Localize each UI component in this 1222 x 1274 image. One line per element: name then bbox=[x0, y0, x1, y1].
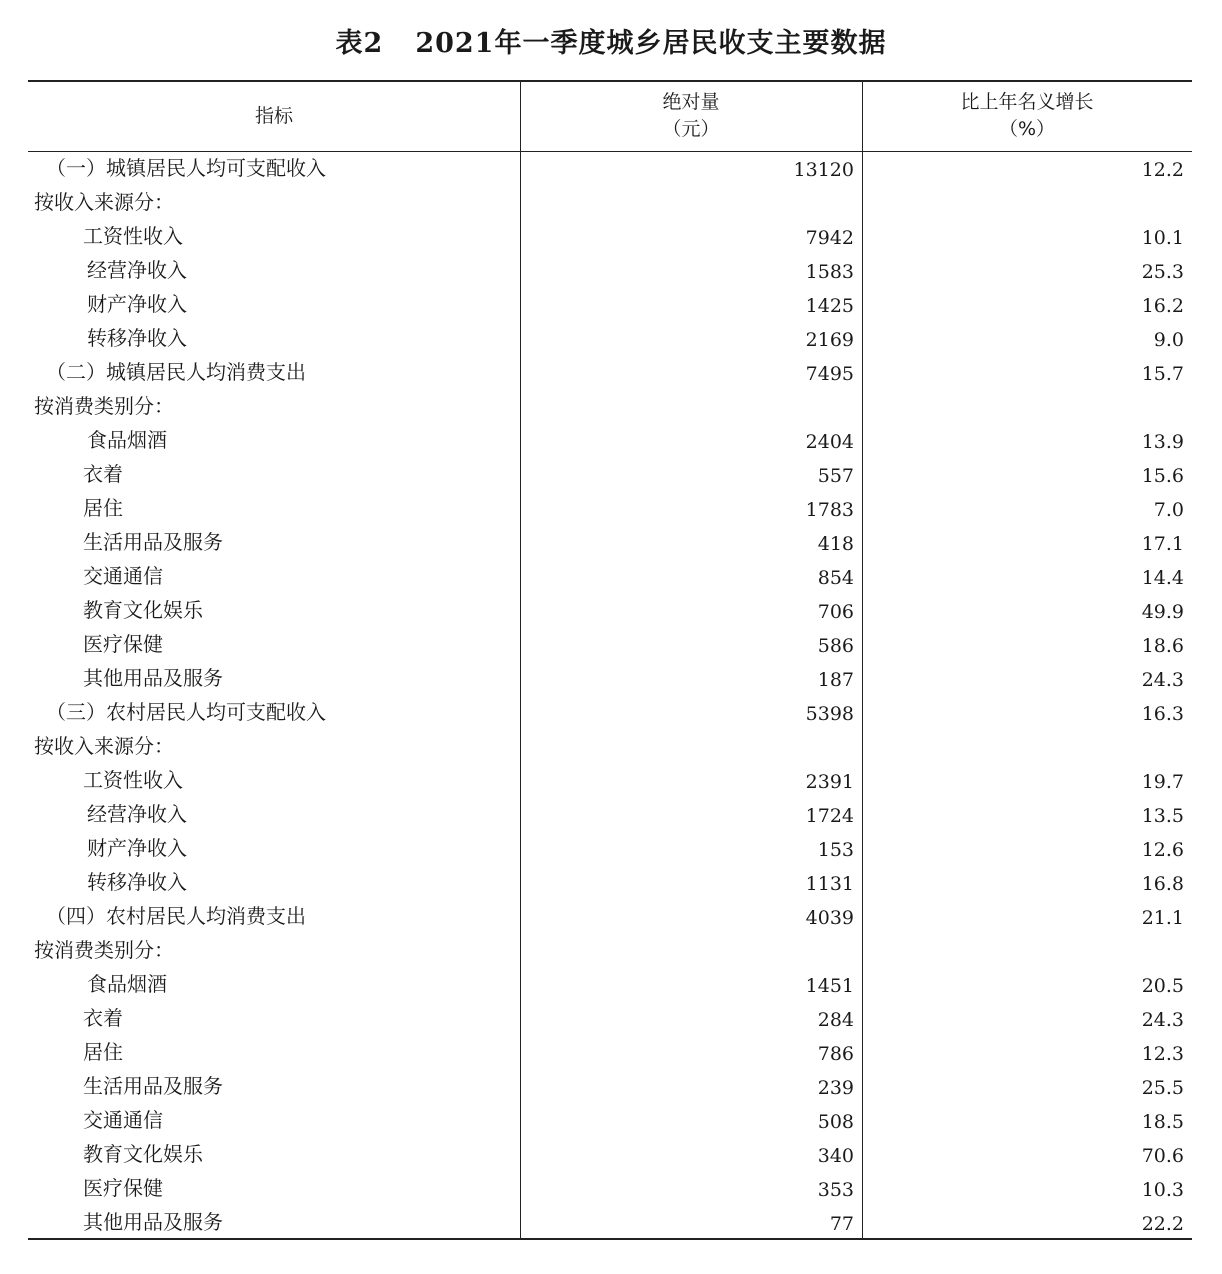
row-label: 按收入来源分： bbox=[34, 190, 174, 214]
row-growth-value: 13.5 bbox=[1141, 805, 1184, 827]
row-growth-value: 25.5 bbox=[1141, 1077, 1184, 1099]
table-row bbox=[28, 696, 1192, 730]
row-growth-value: 12.3 bbox=[1141, 1043, 1184, 1065]
row-growth-value: 16.2 bbox=[1141, 295, 1184, 317]
row-absolute-value bbox=[520, 186, 854, 220]
row-absolute-value: 187 bbox=[817, 669, 854, 691]
row-growth-value: 16.8 bbox=[1141, 873, 1184, 895]
row-growth-value: 9.0 bbox=[1153, 329, 1184, 351]
row-label: 生活用品及服务 bbox=[83, 1074, 223, 1098]
row-growth-value: 18.5 bbox=[1141, 1111, 1184, 1133]
row-absolute-value: 1724 bbox=[805, 805, 854, 827]
column-divider bbox=[862, 82, 863, 1238]
row-absolute-value bbox=[520, 390, 854, 424]
row-growth-value: 21.1 bbox=[1141, 907, 1184, 929]
table-row bbox=[28, 764, 1192, 798]
table-body bbox=[28, 152, 1192, 1240]
header-absolute-unit: （元） bbox=[662, 118, 720, 140]
table-title bbox=[0, 22, 1222, 66]
row-growth-value: 15.7 bbox=[1141, 363, 1184, 385]
table-row bbox=[28, 322, 1192, 356]
table-row bbox=[28, 900, 1192, 934]
row-growth-value bbox=[862, 934, 1184, 968]
table-row bbox=[28, 594, 1192, 628]
row-absolute-value: 153 bbox=[817, 839, 854, 861]
row-absolute-value: 786 bbox=[817, 1043, 854, 1065]
row-absolute-value: 7942 bbox=[805, 227, 854, 249]
row-absolute-value: 418 bbox=[817, 533, 854, 555]
row-growth-value: 20.5 bbox=[1141, 975, 1184, 997]
table-row bbox=[28, 934, 1192, 968]
row-growth-value: 49.9 bbox=[1141, 601, 1184, 623]
table-row bbox=[28, 152, 1192, 186]
table-row bbox=[28, 1138, 1192, 1172]
row-growth-value bbox=[862, 730, 1184, 764]
row-label: 工资性收入 bbox=[83, 224, 183, 248]
row-label: 其他用品及服务 bbox=[83, 1210, 223, 1234]
row-absolute-value: 284 bbox=[817, 1009, 854, 1031]
data-table bbox=[28, 80, 1192, 1240]
row-growth-value: 24.3 bbox=[1141, 669, 1184, 691]
table-row bbox=[28, 390, 1192, 424]
table-row bbox=[28, 186, 1192, 220]
row-label: 按收入来源分： bbox=[34, 734, 174, 758]
row-absolute-value: 2391 bbox=[805, 771, 854, 793]
row-absolute-value: 4039 bbox=[805, 907, 854, 929]
row-label: （二）城镇居民人均消费支出 bbox=[46, 360, 306, 384]
row-absolute-value: 1425 bbox=[805, 295, 854, 317]
header-absolute-label: 绝对量 bbox=[662, 91, 720, 113]
row-absolute-value bbox=[520, 730, 854, 764]
row-label: 交通通信 bbox=[83, 1108, 163, 1132]
row-absolute-value: 706 bbox=[817, 601, 854, 623]
table-row bbox=[28, 492, 1192, 526]
row-absolute-value: 7495 bbox=[805, 363, 854, 385]
row-label: 居住 bbox=[83, 496, 123, 520]
header-indicator bbox=[28, 82, 520, 150]
row-growth-value: 24.3 bbox=[1141, 1009, 1184, 1031]
row-absolute-value: 353 bbox=[817, 1179, 854, 1201]
table-row bbox=[28, 1172, 1192, 1206]
row-absolute-value: 557 bbox=[817, 465, 854, 487]
table-number: 表2 bbox=[335, 28, 384, 59]
header-growth-unit: （%） bbox=[998, 118, 1056, 140]
row-label: 生活用品及服务 bbox=[83, 530, 223, 554]
row-absolute-value: 1583 bbox=[805, 261, 854, 283]
row-growth-value: 12.6 bbox=[1141, 839, 1184, 861]
column-divider bbox=[520, 82, 521, 1238]
table-row bbox=[28, 628, 1192, 662]
table-row bbox=[28, 798, 1192, 832]
row-absolute-value: 340 bbox=[817, 1145, 854, 1167]
row-label: 转移净收入 bbox=[87, 870, 187, 894]
row-absolute-value: 77 bbox=[829, 1213, 854, 1235]
table-row bbox=[28, 1002, 1192, 1036]
row-growth-value: 16.3 bbox=[1141, 703, 1184, 725]
row-label: 衣着 bbox=[83, 1006, 123, 1030]
table-row bbox=[28, 1070, 1192, 1104]
row-growth-value: 7.0 bbox=[1153, 499, 1184, 521]
row-label: 财产净收入 bbox=[87, 836, 187, 860]
row-label: 教育文化娱乐 bbox=[83, 1142, 203, 1166]
row-absolute-value: 2404 bbox=[805, 431, 854, 453]
row-growth-value: 19.7 bbox=[1141, 771, 1184, 793]
table-header bbox=[28, 82, 1192, 152]
table-row bbox=[28, 1206, 1192, 1240]
row-absolute-value: 854 bbox=[817, 567, 854, 589]
table-row bbox=[28, 560, 1192, 594]
row-label: 工资性收入 bbox=[83, 768, 183, 792]
row-growth-value: 10.1 bbox=[1141, 227, 1184, 249]
table-row bbox=[28, 356, 1192, 390]
row-label: 财产净收入 bbox=[87, 292, 187, 316]
table-title-text: 2021年一季度城乡居民收支主要数据 bbox=[415, 28, 887, 59]
row-label: 按消费类别分： bbox=[34, 938, 174, 962]
header-growth bbox=[862, 82, 1192, 150]
table-row bbox=[28, 458, 1192, 492]
row-absolute-value: 508 bbox=[817, 1111, 854, 1133]
row-growth-value: 70.6 bbox=[1141, 1145, 1184, 1167]
table-row bbox=[28, 1104, 1192, 1138]
header-absolute bbox=[520, 82, 862, 150]
row-absolute-value: 586 bbox=[817, 635, 854, 657]
row-growth-value: 25.3 bbox=[1141, 261, 1184, 283]
row-label: 医疗保健 bbox=[83, 1176, 163, 1200]
row-label: 教育文化娱乐 bbox=[83, 598, 203, 622]
table-row bbox=[28, 526, 1192, 560]
row-label: 食品烟酒 bbox=[87, 428, 167, 452]
row-label: 转移净收入 bbox=[87, 326, 187, 350]
row-label: 衣着 bbox=[83, 462, 123, 486]
row-label: 居住 bbox=[83, 1040, 123, 1064]
table-row bbox=[28, 288, 1192, 322]
row-label: 医疗保健 bbox=[83, 632, 163, 656]
row-label: 食品烟酒 bbox=[87, 972, 167, 996]
row-absolute-value: 13120 bbox=[793, 159, 854, 181]
row-growth-value: 13.9 bbox=[1141, 431, 1184, 453]
row-growth-value: 10.3 bbox=[1141, 1179, 1184, 1201]
row-growth-value: 14.4 bbox=[1141, 567, 1184, 589]
table-row bbox=[28, 730, 1192, 764]
row-label: （四）农村居民人均消费支出 bbox=[46, 904, 306, 928]
row-growth-value: 22.2 bbox=[1141, 1213, 1184, 1235]
row-absolute-value bbox=[520, 934, 854, 968]
row-absolute-value: 2169 bbox=[805, 329, 854, 351]
header-growth-label: 比上年名义增长 bbox=[960, 91, 1094, 113]
row-growth-value bbox=[862, 186, 1184, 220]
row-label: （一）城镇居民人均可支配收入 bbox=[46, 156, 326, 180]
row-absolute-value: 1131 bbox=[805, 873, 854, 895]
row-growth-value bbox=[862, 390, 1184, 424]
row-label: （三）农村居民人均可支配收入 bbox=[46, 700, 326, 724]
table-row bbox=[28, 254, 1192, 288]
row-label: 交通通信 bbox=[83, 564, 163, 588]
row-label: 按消费类别分： bbox=[34, 394, 174, 418]
table-row bbox=[28, 968, 1192, 1002]
row-absolute-value: 1451 bbox=[805, 975, 854, 997]
header-indicator-label: 指标 bbox=[254, 104, 293, 127]
row-label: 其他用品及服务 bbox=[83, 666, 223, 690]
row-label: 经营净收入 bbox=[87, 258, 187, 282]
table-row bbox=[28, 424, 1192, 458]
table-row bbox=[28, 1036, 1192, 1070]
row-growth-value: 12.2 bbox=[1141, 159, 1184, 181]
row-absolute-value: 1783 bbox=[805, 499, 854, 521]
table-row bbox=[28, 662, 1192, 696]
row-growth-value: 15.6 bbox=[1141, 465, 1184, 487]
row-growth-value: 18.6 bbox=[1141, 635, 1184, 657]
table-row bbox=[28, 832, 1192, 866]
row-absolute-value: 5398 bbox=[805, 703, 854, 725]
row-absolute-value: 239 bbox=[817, 1077, 854, 1099]
row-label: 经营净收入 bbox=[87, 802, 187, 826]
table-row bbox=[28, 220, 1192, 254]
table-row bbox=[28, 866, 1192, 900]
row-growth-value: 17.1 bbox=[1141, 533, 1184, 555]
